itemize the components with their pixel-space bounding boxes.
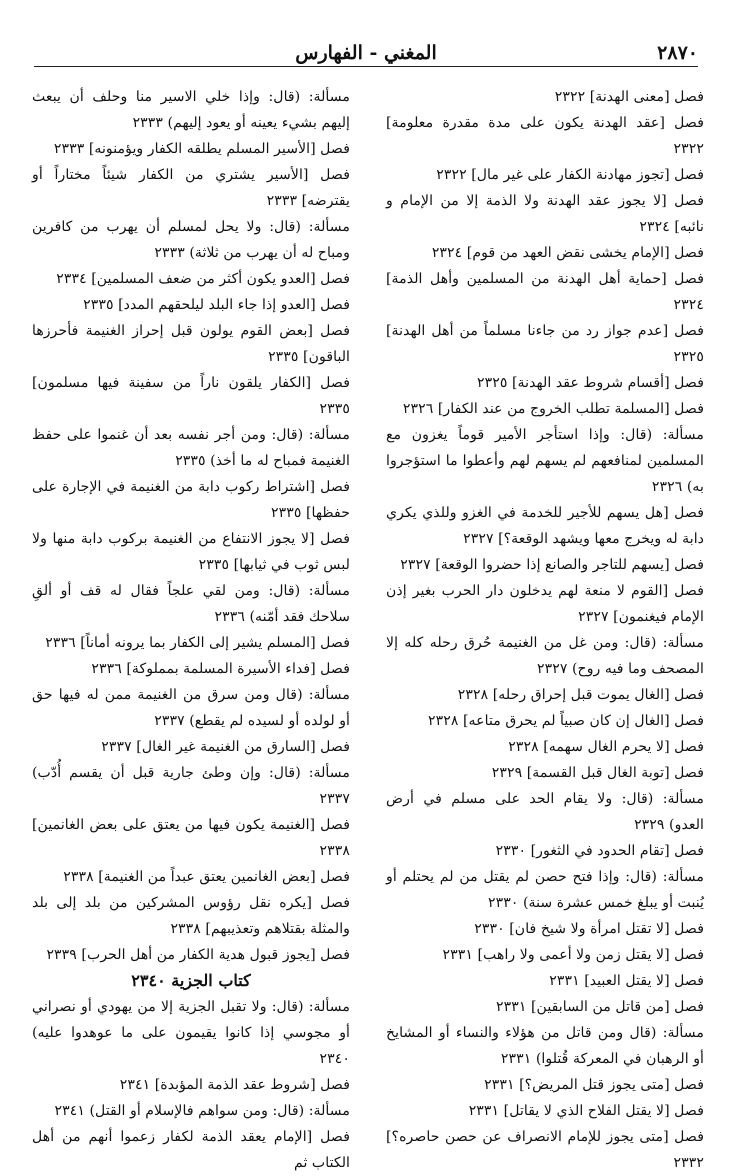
index-entry: فصل [الإمام يعقد الذمة لكفار زعموا أنهم من أهل الكتاب ثم <box>32 1129 350 1171</box>
index-entry: فصل [هل يسهم للأجير للخدمة في الغزو وللذي يكري دابة له ويخرج معها ويشهد الوقعة؟] ٢٣٢٧ <box>386 505 704 547</box>
section-heading: كتاب الجزية ٢٣٤٠ <box>131 971 251 990</box>
index-entry: مسألة: (قال ومن قاتل من هؤلاء والنساء أو المشايخ أو الرهبان في المعركة قُتلوا) ٢٣٣١ <box>386 1025 704 1067</box>
index-entry: فصل [الكفار يلقون ناراً من سفينة فيها مسلمون] ٢٣٣٥ <box>32 375 350 417</box>
index-entry: فصل [المسلم يشير إلى الكفار بما يرونه أماناً] ٢٣٣٦ <box>45 635 350 651</box>
index-entry: فصل [القوم لا منعة لهم يدخلون دار الحرب بغير إذن الإمام فيغنمون] ٢٣٢٧ <box>386 583 704 625</box>
index-entry: فصل [بعض الغانمين يعتق عبداً من الغنيمة] ٢٣٣٨ <box>63 869 350 885</box>
index-entry: مسألة: (قال ومن سرق من الغنيمة ممن له فيها حق أو لولده أو لسيده لم يقطع) ٢٣٣٧ <box>32 687 350 729</box>
index-entry: فصل [الإمام يخشى نقض العهد من قوم] ٢٣٢٤ <box>431 245 704 261</box>
index-entry: فصل [يجوز قبول هدية الكفار من أهل الحرب] ٢٣٣٩ <box>46 947 350 963</box>
index-entry: فصل [معنى الهدنة] ٢٣٢٢ <box>554 89 704 105</box>
index-columns <box>32 84 704 1171</box>
index-entry: فصل [اشتراط ركوب دابة من الغنيمة في الإجارة على حفظها] ٢٣٣٥ <box>32 479 350 521</box>
left-column <box>32 84 350 1171</box>
index-entry: فصل [أقسام شروط عقد الهدنة] ٢٣٢٥ <box>476 375 704 391</box>
right-column <box>386 84 704 1171</box>
index-entry: فصل [لا يقتل العبيد] ٢٣٣١ <box>549 973 704 989</box>
index-entry: فصل [حماية أهل الهدنة من المسلمين وأهل الذمة] ٢٣٢٤ <box>386 271 704 313</box>
index-entry: فصل [الغنيمة يكون فيها من يعتق على بعض الغانمين] ٢٣٣٨ <box>32 817 350 859</box>
index-entry: فصل [تقام الحدود في الثغور] ٢٣٣٠ <box>495 843 704 859</box>
index-entry: فصل [لا تقتل امرأة ولا شيخ فان] ٢٣٣٠ <box>474 921 704 937</box>
index-entry: فصل [عقد الهدنة يكون على مدة مقدرة معلومة] ٢٣٢٢ <box>386 115 704 157</box>
index-entry: مسألة: (قال: ولا يحل لمسلم أن يهرب من كافرين ومباح له أن يهرب من ثلاثة) ٢٣٣٣ <box>32 219 350 261</box>
index-entry: فصل [لا يحرم الغال سهمه] ٢٣٢٨ <box>508 739 704 755</box>
index-entry: مسألة: (قال: ومن أجر نفسه بعد أن غنموا على حفظ الغنيمة فمباح له ما أخذ) ٢٣٣٥ <box>32 427 350 469</box>
index-entry: فصل [السارق من الغنيمة غير الغال] ٢٣٣٧ <box>101 739 350 755</box>
index-entry: فصل [المسلمة تطلب الخروج من عند الكفار] ٢٣٢٦ <box>402 401 704 417</box>
page-number: ٢٨٧٠ <box>657 42 698 64</box>
index-entry: مسألة: (قال: وإذا فتح حصن لم يقتل من لم يحتلم أو يُنبت أو يبلغ خمس عشرة سنة) ٢٣٣٠ <box>386 869 704 911</box>
index-entry: مسألة: (قال: وإذا خلي الاسير منا وحلف أن يبعث إليهم بشيء يعينه أو يعود إليهم) ٢٣٣٣ <box>32 89 350 131</box>
index-entry: فصل [متى يجوز للإمام الانصراف عن حصن حاصره؟] ٢٣٣٢ <box>386 1129 704 1171</box>
index-entry: فصل [لا يقتل الفلاح الذي لا يقاتل] ٢٣٣١ <box>468 1103 704 1119</box>
page-header <box>34 38 698 67</box>
index-entry: فصل [تجوز مهادنة الكفار على غير مال] ٢٣٢٢ <box>436 167 704 183</box>
index-entry: فصل [لا يقتل زمن ولا أعمى ولا راهب] ٢٣٣١ <box>442 947 704 963</box>
index-entry: مسألة: (قال: ولا تقبل الجزية إلا من يهودي أو نصراني أو مجوسي إذا كانوا يقيمون على ما عوهدوا عليه) ٢٣٤٠ <box>32 999 350 1067</box>
index-entry: مسألة: (قال: ومن لقي علجاً فقال له قف أو ألقِ سلاحك فقد أمّنه) ٢٣٣٦ <box>32 583 350 625</box>
index-entry: فصل [من قاتل من السابقين] ٢٣٣١ <box>496 999 704 1015</box>
index-entry: فصل [عدم جواز رد من جاءنا مسلماً من أهل الهدنة] ٢٣٢٥ <box>386 323 704 365</box>
index-entry: فصل [شروط عقد الذمة المؤبدة] ٢٣٤١ <box>119 1077 350 1093</box>
index-entry: مسألة: (قال: وإذا استأجر الأمير قوماً يغزون مع المسلمين لمنافعهم لم يسهم لهم وأعطوا ما استؤجروا به) ٢٣٢٦ <box>386 427 704 495</box>
index-entry: فصل [العدو يكون أكثر من ضعف المسلمين] ٢٣٣٤ <box>56 271 350 287</box>
index-entry: فصل [يسهم للتاجر والصانع إذا حضروا الوقعة] ٢٣٢٧ <box>400 557 704 573</box>
index-entry: فصل [توبة الغال قبل القسمة] ٢٣٢٩ <box>491 765 704 781</box>
index-entry: مسألة: (قال: ومن غل من الغنيمة حُرق رحله كله إلا المصحف وما فيه روح) ٢٣٢٧ <box>386 635 704 677</box>
running-title: المغني - الفهارس <box>291 42 441 64</box>
index-entry: مسألة: (قال: وإن وطئ جارية قبل أن يقسم أُدّب) ٢٣٣٧ <box>32 765 350 807</box>
index-entry: فصل [الأسير يشتري من الكفار شيئاً مختاراً أو يقترضه] ٢٣٣٣ <box>32 167 350 209</box>
index-entry: فصل [العدو إذا جاء البلد ليلحقهم المدد] ٢٣٣٥ <box>83 297 350 313</box>
index-entry: فصل [الغال يموت قبل إحراق رحله] ٢٣٢٨ <box>457 687 704 703</box>
index-entry: فصل [لا يجوز الانتفاع من الغنيمة بركوب دابة منها ولا لبس ثوب في ثيابها] ٢٣٣٥ <box>32 531 350 573</box>
index-entry: فصل [الأسير المسلم يطلقه الكفار ويؤمنونه] ٢٣٣٣ <box>53 141 350 157</box>
index-entry: فصل [لا يجوز عقد الهدنة ولا الذمة إلا من الإمام و نائبه] ٢٣٢٤ <box>386 193 704 235</box>
index-entry: مسألة: (قال: ومن سواهم فالإسلام أو القتل) ٢٣٤١ <box>54 1103 350 1119</box>
index-entry: فصل [بعض القوم يولون قبل إحراز الغنيمة فأحرزها الباقون] ٢٣٣٥ <box>32 323 350 365</box>
index-entry: فصل [الغال إن كان صبياً لم يحرق متاعه] ٢٣٢٨ <box>428 713 704 729</box>
index-entry: فصل [يكره نقل رؤوس المشركين من بلد إلى بلد والمثلة بقتلاهم وتعذيبهم] ٢٣٣٨ <box>32 895 350 937</box>
index-entry: مسألة: (قال: ولا يقام الحد على مسلم في أرض العدو) ٢٣٢٩ <box>386 791 704 833</box>
index-entry: فصل [متى يجوز قتل المريض؟] ٢٣٣١ <box>484 1077 704 1093</box>
index-entry: فصل [فداء الأسيرة المسلمة بمملوكة] ٢٣٣٦ <box>91 661 350 677</box>
